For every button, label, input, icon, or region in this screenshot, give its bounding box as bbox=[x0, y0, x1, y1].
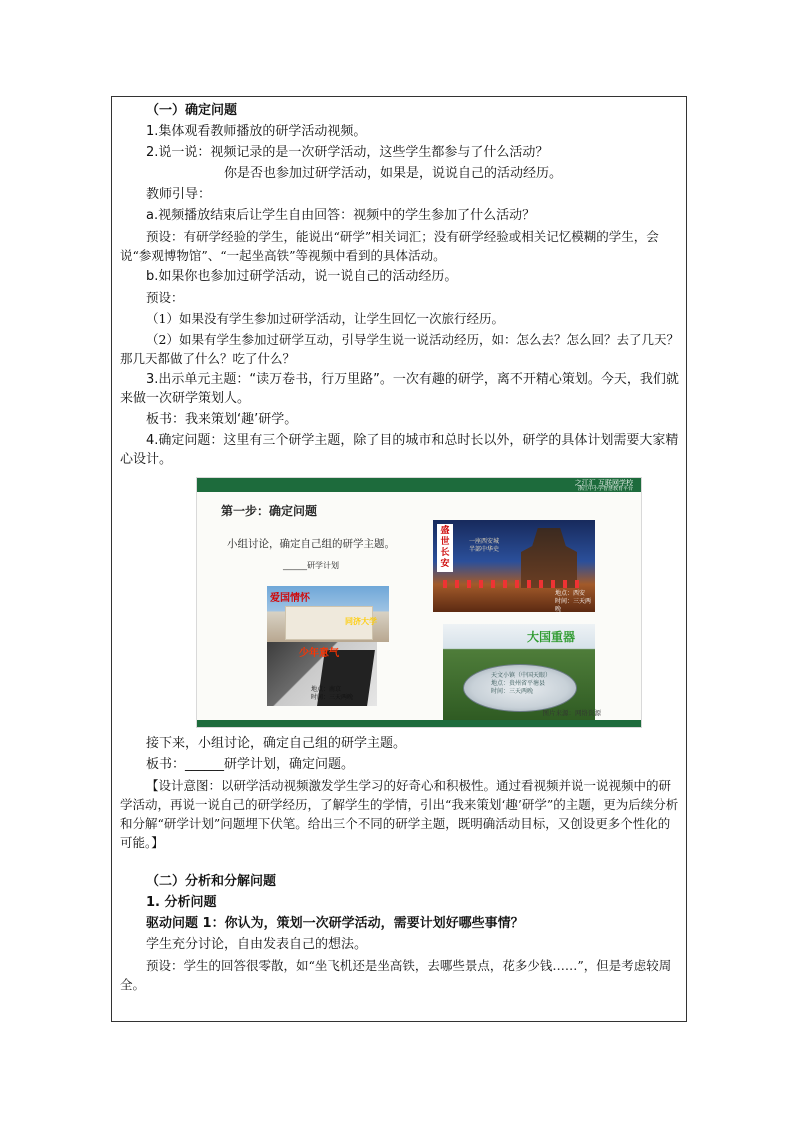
label-tianyan: 大国重器 bbox=[527, 630, 576, 644]
guizhou-place: 地点：贵州省平塘县 bbox=[491, 680, 546, 687]
step-2-continued: 你是否也参加过研学活动，如果是，说说自己的活动经历。 bbox=[224, 166, 563, 181]
photo-nanjing-memorial bbox=[267, 586, 389, 642]
board-note-2: 板书：______研学计划，确定问题。 bbox=[146, 757, 355, 772]
xian-time: 时间：三天两晚 bbox=[555, 598, 592, 612]
changan-line-1: 一座西安城 bbox=[469, 538, 500, 545]
label-tongji: 同济大学 bbox=[345, 617, 377, 626]
photo-nanjing-tower bbox=[267, 642, 377, 706]
label-patriotic: 爱国情怀 bbox=[270, 593, 310, 604]
nanjing-place: 地点：南京 bbox=[311, 686, 342, 693]
label-changan: 盛世长安 bbox=[437, 524, 453, 572]
changan-line-2: 半部中华史 bbox=[469, 546, 500, 553]
photo-xian-city-wall bbox=[433, 520, 595, 612]
guide-b: b.如果你也参加过研学活动，说一说自己的活动经历。 bbox=[146, 269, 458, 284]
section-spacer bbox=[120, 854, 682, 872]
xian-place: 地点：西安 bbox=[555, 590, 586, 597]
nanjing-info bbox=[311, 686, 353, 702]
lesson-content bbox=[120, 101, 682, 996]
section-heading-determine-problem: （一）确定问题 bbox=[146, 103, 238, 118]
student-discussion: 学生充分讨论，自由发表自己的想法。 bbox=[146, 937, 368, 952]
label-youth: 少年意气 bbox=[299, 648, 339, 659]
step-4: 4.确定问题：这里有三个研学主题，除了目的城市和总时长以外，研学的具体计划需要大家精心设计。 bbox=[120, 433, 679, 467]
xian-info bbox=[555, 590, 595, 612]
logo-name: 之江汇 互联网学校 bbox=[574, 479, 633, 487]
group-discussion: 接下来，小组讨论，确定自己组的研学主题。 bbox=[146, 736, 407, 751]
design-intent: 【设计意图：以研学活动视频激发学生学习的好奇心和积极性。通过看视频并说一说视频中的研学活动，再说一说自己的研学经历，了解学生的学情，引出“我来策划‘趣’研学”的主题，更为后续分析和分解“研学计划”问题埋下伏笔。给出三个不同的研学主题，既明确活动目标，又创设更多个性化的可能。】 bbox=[120, 778, 679, 850]
step-3: 3.出示单元主题：“读万卷书，行万里路”。一次有趣的研学，离不开精心策划。今天，我们就来做一次研学策划人。 bbox=[120, 372, 679, 406]
slide-title: 第一步：确定问题 bbox=[221, 504, 318, 518]
platform-logo bbox=[575, 480, 633, 492]
changan-caption bbox=[469, 538, 499, 554]
pagoda-shape bbox=[521, 528, 577, 588]
logo-subtitle: 浙江中小学智慧教育平台 bbox=[577, 486, 633, 492]
nanjing-time: 时间：三天两晚 bbox=[311, 694, 354, 701]
driving-question-1: 驱动问题 1：你认为，策划一次研学活动，需要计划好哪些事情？ bbox=[146, 916, 524, 931]
slide-footer-bar bbox=[197, 720, 641, 727]
preset-b2: （2）如果有学生参加过研学互动，引导学生说一说活动经历，如：怎么去？怎么回？去了几天？那几天都做了什么？吃了什么？ bbox=[120, 332, 679, 366]
preset-label: 预设： bbox=[146, 290, 184, 305]
guizhou-info bbox=[491, 672, 551, 696]
lesson-slide bbox=[196, 477, 642, 728]
board-note-1: 板书：我来策划‘趣’研学。 bbox=[146, 412, 298, 427]
subheading-analyze: 1. 分析问题 bbox=[146, 895, 217, 910]
tianyan-caption: 天文小镇（中国天眼） bbox=[491, 672, 552, 679]
guide-a: a.视频播放结束后让学生自由回答：视频中的学生参加了什么活动？ bbox=[146, 208, 536, 223]
guizhou-time: 时间：三天两晚 bbox=[491, 688, 534, 695]
slide-instruction: 小组讨论，确定自己组的研学主题。 bbox=[227, 538, 395, 550]
step-2: 2.说一说：视频记录的是一次研学活动，这些学生都参与了什么活动？ bbox=[146, 145, 549, 160]
image-source-note: 图片来源：网络资源 bbox=[542, 709, 601, 717]
preset-a: 预设：有研学经验的学生，能说出“研学”相关词汇；没有研学经验或相关记忆模糊的学生，会说“参观博物馆”、“一起坐高铁”等视频中看到的具体活动。 bbox=[120, 229, 659, 263]
section-heading-analyze: （二）分析和分解问题 bbox=[146, 874, 277, 889]
preset-b1: （1）如果没有学生参加过研学活动，让学生回忆一次旅行经历。 bbox=[146, 311, 504, 326]
lantern-row bbox=[443, 580, 583, 588]
step-1: 1.集体观看教师播放的研学活动视频。 bbox=[146, 124, 367, 139]
slide-blank-label: ______研学计划 bbox=[283, 561, 339, 570]
teacher-guide-label: 教师引导： bbox=[146, 187, 212, 202]
preset-answers: 预设：学生的回答很零散，如“坐飞机还是坐高铁，去哪些景点，花多少钱……”，但是考虑较周全。 bbox=[120, 958, 672, 992]
